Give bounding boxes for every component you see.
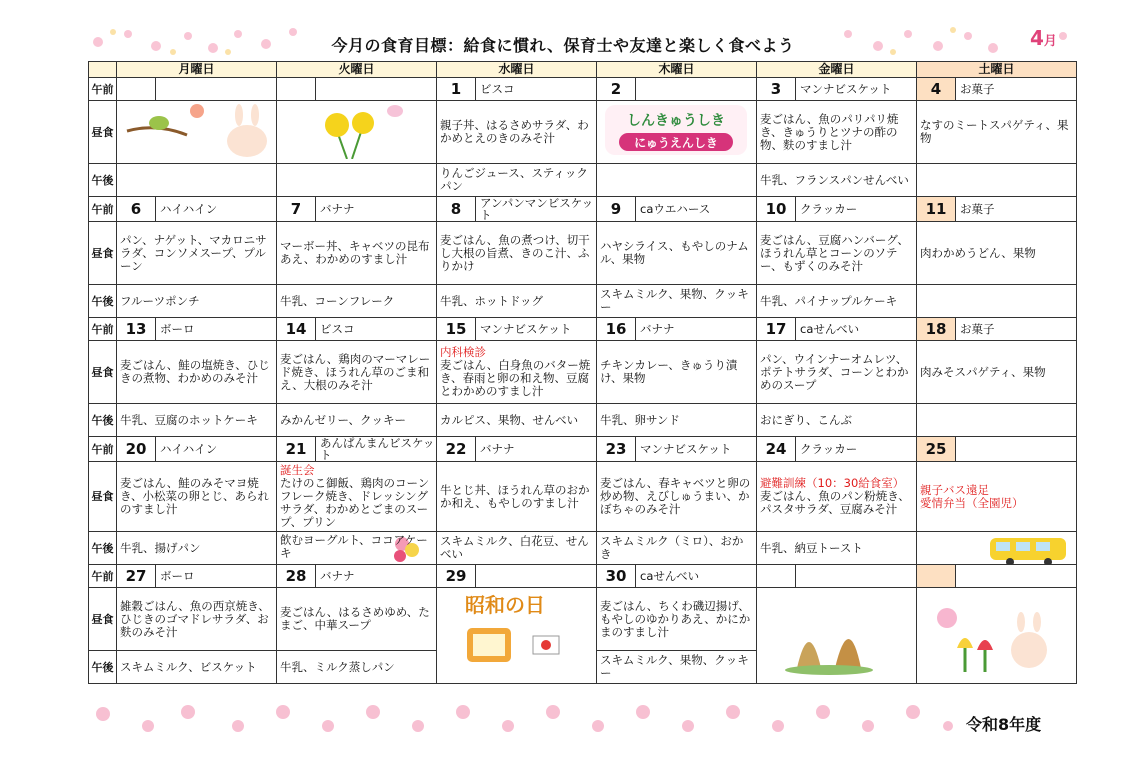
- date-number: 1: [437, 78, 476, 101]
- afternoon-snack-text: 飲むヨーグルト、ココアケーキ: [280, 533, 428, 560]
- afternoon-snack: [757, 164, 917, 197]
- week-1-lunch-row: [89, 101, 1077, 164]
- lunch-menu-text: 牛とじ丼、ほうれん草のおかか和え、もやしのすまし汁: [440, 482, 590, 510]
- lunch-menu: [597, 101, 757, 164]
- lunch-menu-text: マーボー丼、キャベツの昆布あえ、わかめのすまし汁: [280, 239, 430, 266]
- day-header-saturday: 土曜日: [917, 62, 1077, 78]
- afternoon-snack: [277, 532, 437, 565]
- morning-snack: ハイハイン: [156, 197, 277, 222]
- morning-snack: バナナ: [316, 565, 437, 588]
- tulip-rabbit-illustration: [917, 588, 1075, 680]
- morning-snack: ボーロ: [156, 565, 277, 588]
- morning-snack: アンパンマンビスケット: [476, 197, 597, 222]
- date-number: 4: [917, 78, 956, 101]
- row-label-am: 午前: [89, 565, 117, 588]
- afternoon-snack-text: 牛乳、パイナップルケーキ: [760, 293, 898, 308]
- afternoon-snack: [757, 404, 917, 437]
- lunch-menu: [277, 101, 437, 164]
- afternoon-snack: [597, 164, 757, 197]
- morning-snack: caせんべい: [796, 318, 917, 341]
- morning-snack: [636, 78, 757, 101]
- date-number: 25: [917, 437, 956, 462]
- lunch-menu-text: 肉みそスパゲティ、果物: [920, 364, 1046, 379]
- event-note: 内科検診: [440, 345, 486, 359]
- afternoon-snack-text: スキムミルク、ビスケット: [120, 659, 257, 674]
- afternoon-snack-text: スキムミルク、白花豆、せんべい: [440, 534, 589, 561]
- lunch-menu: [757, 222, 917, 285]
- lunch-menu: [277, 222, 437, 285]
- afternoon-snack: [437, 532, 597, 565]
- week-4-am-row: [89, 437, 1077, 462]
- lunch-menu: [277, 588, 437, 651]
- date-number: 21: [277, 437, 316, 462]
- lunch-menu: [437, 341, 597, 404]
- svg-text:昭和の日: 昭和の日: [465, 593, 545, 617]
- date-number: 23: [597, 437, 636, 462]
- date-number: 2: [597, 78, 636, 101]
- morning-snack: [956, 565, 1077, 588]
- week-1-pm-row: [89, 164, 1077, 197]
- lunch-menu: [917, 222, 1077, 285]
- date-number: 24: [757, 437, 796, 462]
- afternoon-snack: [917, 164, 1077, 197]
- row-label-am: 午前: [89, 197, 117, 222]
- date-number: 16: [597, 318, 636, 341]
- row-label-pm: 午後: [89, 532, 117, 565]
- row-label-pm: 午後: [89, 651, 117, 684]
- day-header: 月曜日: [117, 62, 277, 78]
- lunch-menu-text: ハヤシライス、もやしのナムル、果物: [600, 239, 749, 266]
- lunch-menu: [117, 101, 277, 164]
- date-number: [277, 78, 316, 101]
- row-label-am: 午前: [89, 78, 117, 101]
- date-number: 22: [437, 437, 476, 462]
- afternoon-snack: [917, 285, 1077, 318]
- afternoon-snack: [437, 164, 597, 197]
- afternoon-snack-text: カルピス、果物、せんべい: [440, 412, 579, 427]
- week-4-pm-row: [89, 532, 1077, 565]
- lunch-menu-text: なすのミートスパゲティ、果物: [920, 118, 1069, 145]
- day-header: 火曜日: [277, 62, 437, 78]
- fiscal-year-label: 令和8年度: [966, 715, 1042, 734]
- date-number: [757, 565, 796, 588]
- week-5-am-row: [89, 565, 1077, 588]
- morning-snack: ビスコ: [476, 78, 597, 101]
- afternoon-snack: [117, 285, 277, 318]
- lunch-menu: [117, 341, 277, 404]
- day-header: 水曜日: [437, 62, 597, 78]
- illustration-cell: [437, 588, 597, 684]
- morning-snack: マンナビスケット: [796, 78, 917, 101]
- week-5-lunch-row: [89, 588, 1077, 651]
- week-2-am-row: [89, 197, 1077, 222]
- afternoon-snack: [757, 532, 917, 565]
- lunch-menu: [437, 222, 597, 285]
- morning-snack: お菓子: [956, 197, 1077, 222]
- lunch-menu: [597, 222, 757, 285]
- morning-snack: お菓子: [956, 78, 1077, 101]
- snack-with-art: [920, 534, 1073, 562]
- morning-snack: caせんべい: [636, 565, 757, 588]
- row-label-pm: 午後: [89, 404, 117, 437]
- row-label-lunch: 昼食: [89, 222, 117, 285]
- afternoon-snack-text: フルーツポンチ: [120, 293, 200, 308]
- morning-snack: [156, 78, 277, 101]
- lunch-menu-text: 麦ごはん、鶏肉のマーマレード焼き、ほうれん草のごま和え、大根のみそ汁: [280, 351, 431, 392]
- afternoon-snack: [117, 404, 277, 437]
- morning-snack: [796, 565, 917, 588]
- row-label-lunch: 昼食: [89, 588, 117, 651]
- date-number: 15: [437, 318, 476, 341]
- bamboo-shoots-illustration: [757, 588, 915, 680]
- morning-snack: バナナ: [316, 197, 437, 222]
- lunch-calendar: [88, 61, 1077, 684]
- afternoon-snack: [917, 532, 1077, 565]
- afternoon-snack: [277, 404, 437, 437]
- row-label-lunch: 昼食: [89, 101, 117, 164]
- lunch-menu-text: 麦ごはん、白身魚のバター焼き、春雨と卵の和え物、豆腐とわかめのすまし汁: [440, 358, 591, 398]
- lunch-menu: [277, 341, 437, 404]
- morning-snack: ハイハイン: [156, 437, 277, 462]
- lunch-menu-text: パン、ナゲット、マカロニサラダ、コンソメスープ、プルーン: [120, 232, 267, 273]
- illustration-cell: [917, 588, 1077, 684]
- afternoon-snack: [117, 651, 277, 684]
- afternoon-snack: [117, 164, 277, 197]
- illustration-cell: [757, 588, 917, 684]
- lunch-menu: [917, 341, 1077, 404]
- lunch-menu: [437, 462, 597, 532]
- lunch-menu-text: たけのこ御飯、鶏肉のコーンフレーク焼き、ドレッシングサラダ、わかめとごまのスープ、プリン: [280, 476, 430, 529]
- afternoon-snack-text: 牛乳、コーンフレーク: [280, 293, 395, 308]
- afternoon-snack-text: りんごジュース、スティックパン: [440, 166, 588, 193]
- afternoon-snack-text: 牛乳、卵サンド: [600, 412, 680, 427]
- morning-snack: [476, 565, 597, 588]
- week-1-am-row: [89, 78, 1077, 101]
- afternoon-snack: [597, 651, 757, 684]
- afternoon-snack: [757, 285, 917, 318]
- day-header-row: [89, 62, 1077, 78]
- ceremony-sign-illustration: [597, 101, 755, 159]
- afternoon-snack: [277, 285, 437, 318]
- week-3-lunch-row: [89, 341, 1077, 404]
- page-title: 今月の食育目標：給食に慣れ、保育士や友達と楽しく食べよう: [331, 36, 795, 55]
- week-2-pm-row: [89, 285, 1077, 318]
- date-number: 6: [117, 197, 156, 222]
- showa-day-illustration: [437, 588, 595, 680]
- afternoon-snack: [277, 651, 437, 684]
- lunch-menu-text: パン、ウインナーオムレツ、ポテトサラダ、コーンとわかめのスープ: [760, 351, 909, 392]
- date-number: [917, 565, 956, 588]
- lunch-menu: [757, 101, 917, 164]
- morning-snack: [956, 437, 1077, 462]
- lunch-menu-text: 麦ごはん、魚の煮つけ、切干し大根の旨煮、きのこ汁、ふりかけ: [440, 232, 590, 273]
- row-label-lunch: 昼食: [89, 462, 117, 532]
- date-number: 29: [437, 565, 476, 588]
- date-number: 8: [437, 197, 476, 222]
- morning-snack: マンナビスケット: [476, 318, 597, 341]
- afternoon-snack-text: おにぎり、こんぶ: [760, 412, 852, 427]
- afternoon-snack-text: 牛乳、ミルク蒸しパン: [280, 659, 395, 674]
- lunch-menu: [277, 462, 437, 532]
- dandelion-butterfly-illustration: [277, 101, 435, 159]
- afternoon-snack-text: 牛乳、フランスパンせんべい: [760, 172, 909, 187]
- afternoon-snack: [117, 532, 277, 565]
- morning-snack: ビスコ: [316, 318, 437, 341]
- lunch-menu-text: 麦ごはん、春キャベツと卵の炒め物、えびしゅうまい、かぼちゃのみそ汁: [600, 476, 751, 516]
- date-number: 9: [597, 197, 636, 222]
- week-4-lunch-row: [89, 462, 1077, 532]
- week-3-am-row: [89, 318, 1077, 341]
- morning-snack: バナナ: [476, 437, 597, 462]
- cherry-blossom-border-bottom: [88, 700, 958, 740]
- afternoon-snack: [437, 285, 597, 318]
- event-note: 親子バス遠足: [920, 482, 989, 497]
- lunch-menu-text: 麦ごはん、はるさめゆめ、たまご、中華スープ: [280, 605, 430, 632]
- afternoon-snack: [917, 404, 1077, 437]
- afternoon-snack: [597, 285, 757, 318]
- date-number: 14: [277, 318, 316, 341]
- date-number: 7: [277, 197, 316, 222]
- week-2-lunch-row: [89, 222, 1077, 285]
- lunch-menu-text: 麦ごはん、ちくわ磯辺揚げ、もやしのゆかりあえ、かにかまのすまし汁: [600, 598, 751, 639]
- morning-snack: クラッカー: [796, 197, 917, 222]
- lunch-menu: [757, 462, 917, 532]
- afternoon-snack-text: 牛乳、豆腐のホットケーキ: [120, 412, 258, 427]
- lunch-menu: [597, 341, 757, 404]
- corner-cell: [89, 62, 117, 78]
- afternoon-snack-text: 牛乳、揚げパン: [120, 540, 201, 555]
- afternoon-snack-text: みかんゼリー、クッキー: [280, 412, 407, 427]
- afternoon-snack: [437, 404, 597, 437]
- lunch-menu: [117, 222, 277, 285]
- lunch-menu-text: 雑穀ごはん、魚の西京焼き、ひじきのゴマドレサラダ、お麩のみそ汁: [120, 598, 270, 639]
- row-label-am: 午前: [89, 318, 117, 341]
- row-label-pm: 午後: [89, 164, 117, 197]
- afternoon-snack-text: スキムミルク、果物、クッキー: [600, 653, 749, 680]
- date-number: 27: [117, 565, 156, 588]
- date-number: 28: [277, 565, 316, 588]
- morning-snack: あんぱんまんビスケット: [316, 437, 437, 462]
- day-header: 木曜日: [597, 62, 757, 78]
- month-label: 4月: [1030, 26, 1057, 50]
- date-number: 13: [117, 318, 156, 341]
- morning-snack: お菓子: [956, 318, 1077, 341]
- date-number: 10: [757, 197, 796, 222]
- date-number: 11: [917, 197, 956, 222]
- lunch-menu: [117, 588, 277, 651]
- week-3-pm-row: [89, 404, 1077, 437]
- date-number: 20: [117, 437, 156, 462]
- date-number: 18: [917, 318, 956, 341]
- lunch-menu-text: 肉わかめうどん、果物: [920, 245, 1036, 260]
- date-number: 3: [757, 78, 796, 101]
- morning-snack: ボーロ: [156, 318, 277, 341]
- afternoon-snack-text: 牛乳、ホットドッグ: [440, 293, 544, 308]
- morning-snack: バナナ: [636, 318, 757, 341]
- lunch-menu-text: 麦ごはん、鮭の塩焼き、ひじきの煮物、わかめのみそ汁: [120, 358, 270, 385]
- lunch-menu: [917, 101, 1077, 164]
- afternoon-snack: [597, 404, 757, 437]
- event-note: 誕生会: [280, 463, 315, 477]
- morning-snack: マンナビスケット: [636, 437, 757, 462]
- lunch-menu-text: 親子丼、はるさめサラダ、わかめとえのきのみそ汁: [440, 118, 589, 145]
- lunch-menu: [437, 101, 597, 164]
- date-number: 30: [597, 565, 636, 588]
- row-label-pm: 午後: [89, 285, 117, 318]
- afternoon-snack-text: 牛乳、納豆トースト: [760, 540, 863, 555]
- svg-text:しんきゅうしき: しんきゅうしき: [627, 113, 725, 129]
- morning-snack: クラッカー: [796, 437, 917, 462]
- lunch-menu-text: 麦ごはん、鮭のみそマヨ焼き、小松菜の卵とじ、あられのすまし汁: [120, 476, 270, 516]
- lunch-menu-text: チキンカレー、きゅうり漬け、果物: [600, 358, 738, 385]
- lunch-menu: [757, 341, 917, 404]
- snack-with-art: [280, 534, 433, 562]
- svg-text:にゅうえんしき: にゅうえんしき: [634, 136, 718, 150]
- day-header: 金曜日: [757, 62, 917, 78]
- school-bus-illustration: [920, 534, 1077, 564]
- afternoon-snack: [597, 532, 757, 565]
- morning-snack: caウエハース: [636, 197, 757, 222]
- lunch-menu-text: 麦ごはん、豆腐ハンバーグ、ほうれん草とコーンのソテー、もずくのみそ汁: [760, 232, 909, 273]
- event-note: 避難訓練（10：30給食室）: [760, 476, 905, 490]
- bird-rabbit-illustration: [117, 101, 275, 159]
- row-label-lunch: 昼食: [89, 341, 117, 404]
- event-note: 愛情弁当（全園児）: [920, 495, 1024, 510]
- afternoon-snack-text: スキムミルク、果物、クッキー: [600, 287, 749, 314]
- row-label-am: 午前: [89, 437, 117, 462]
- lunch-menu: [597, 588, 757, 651]
- lunch-menu-text: 麦ごはん、魚のパン粉焼き、パスタサラダ、豆腐みそ汁: [760, 489, 910, 516]
- morning-snack: [316, 78, 437, 101]
- date-number: [117, 78, 156, 101]
- lunch-menu: [597, 462, 757, 532]
- lunch-menu-text: 麦ごはん、魚のパリパリ焼き、きゅうりとツナの酢の物、麩のすまし汁: [760, 111, 899, 152]
- lunch-menu: [917, 462, 1077, 532]
- afternoon-snack: [277, 164, 437, 197]
- afternoon-snack-text: スキムミルク（ミロ）、おかき: [600, 534, 744, 561]
- lunch-menu: [117, 462, 277, 532]
- date-number: 17: [757, 318, 796, 341]
